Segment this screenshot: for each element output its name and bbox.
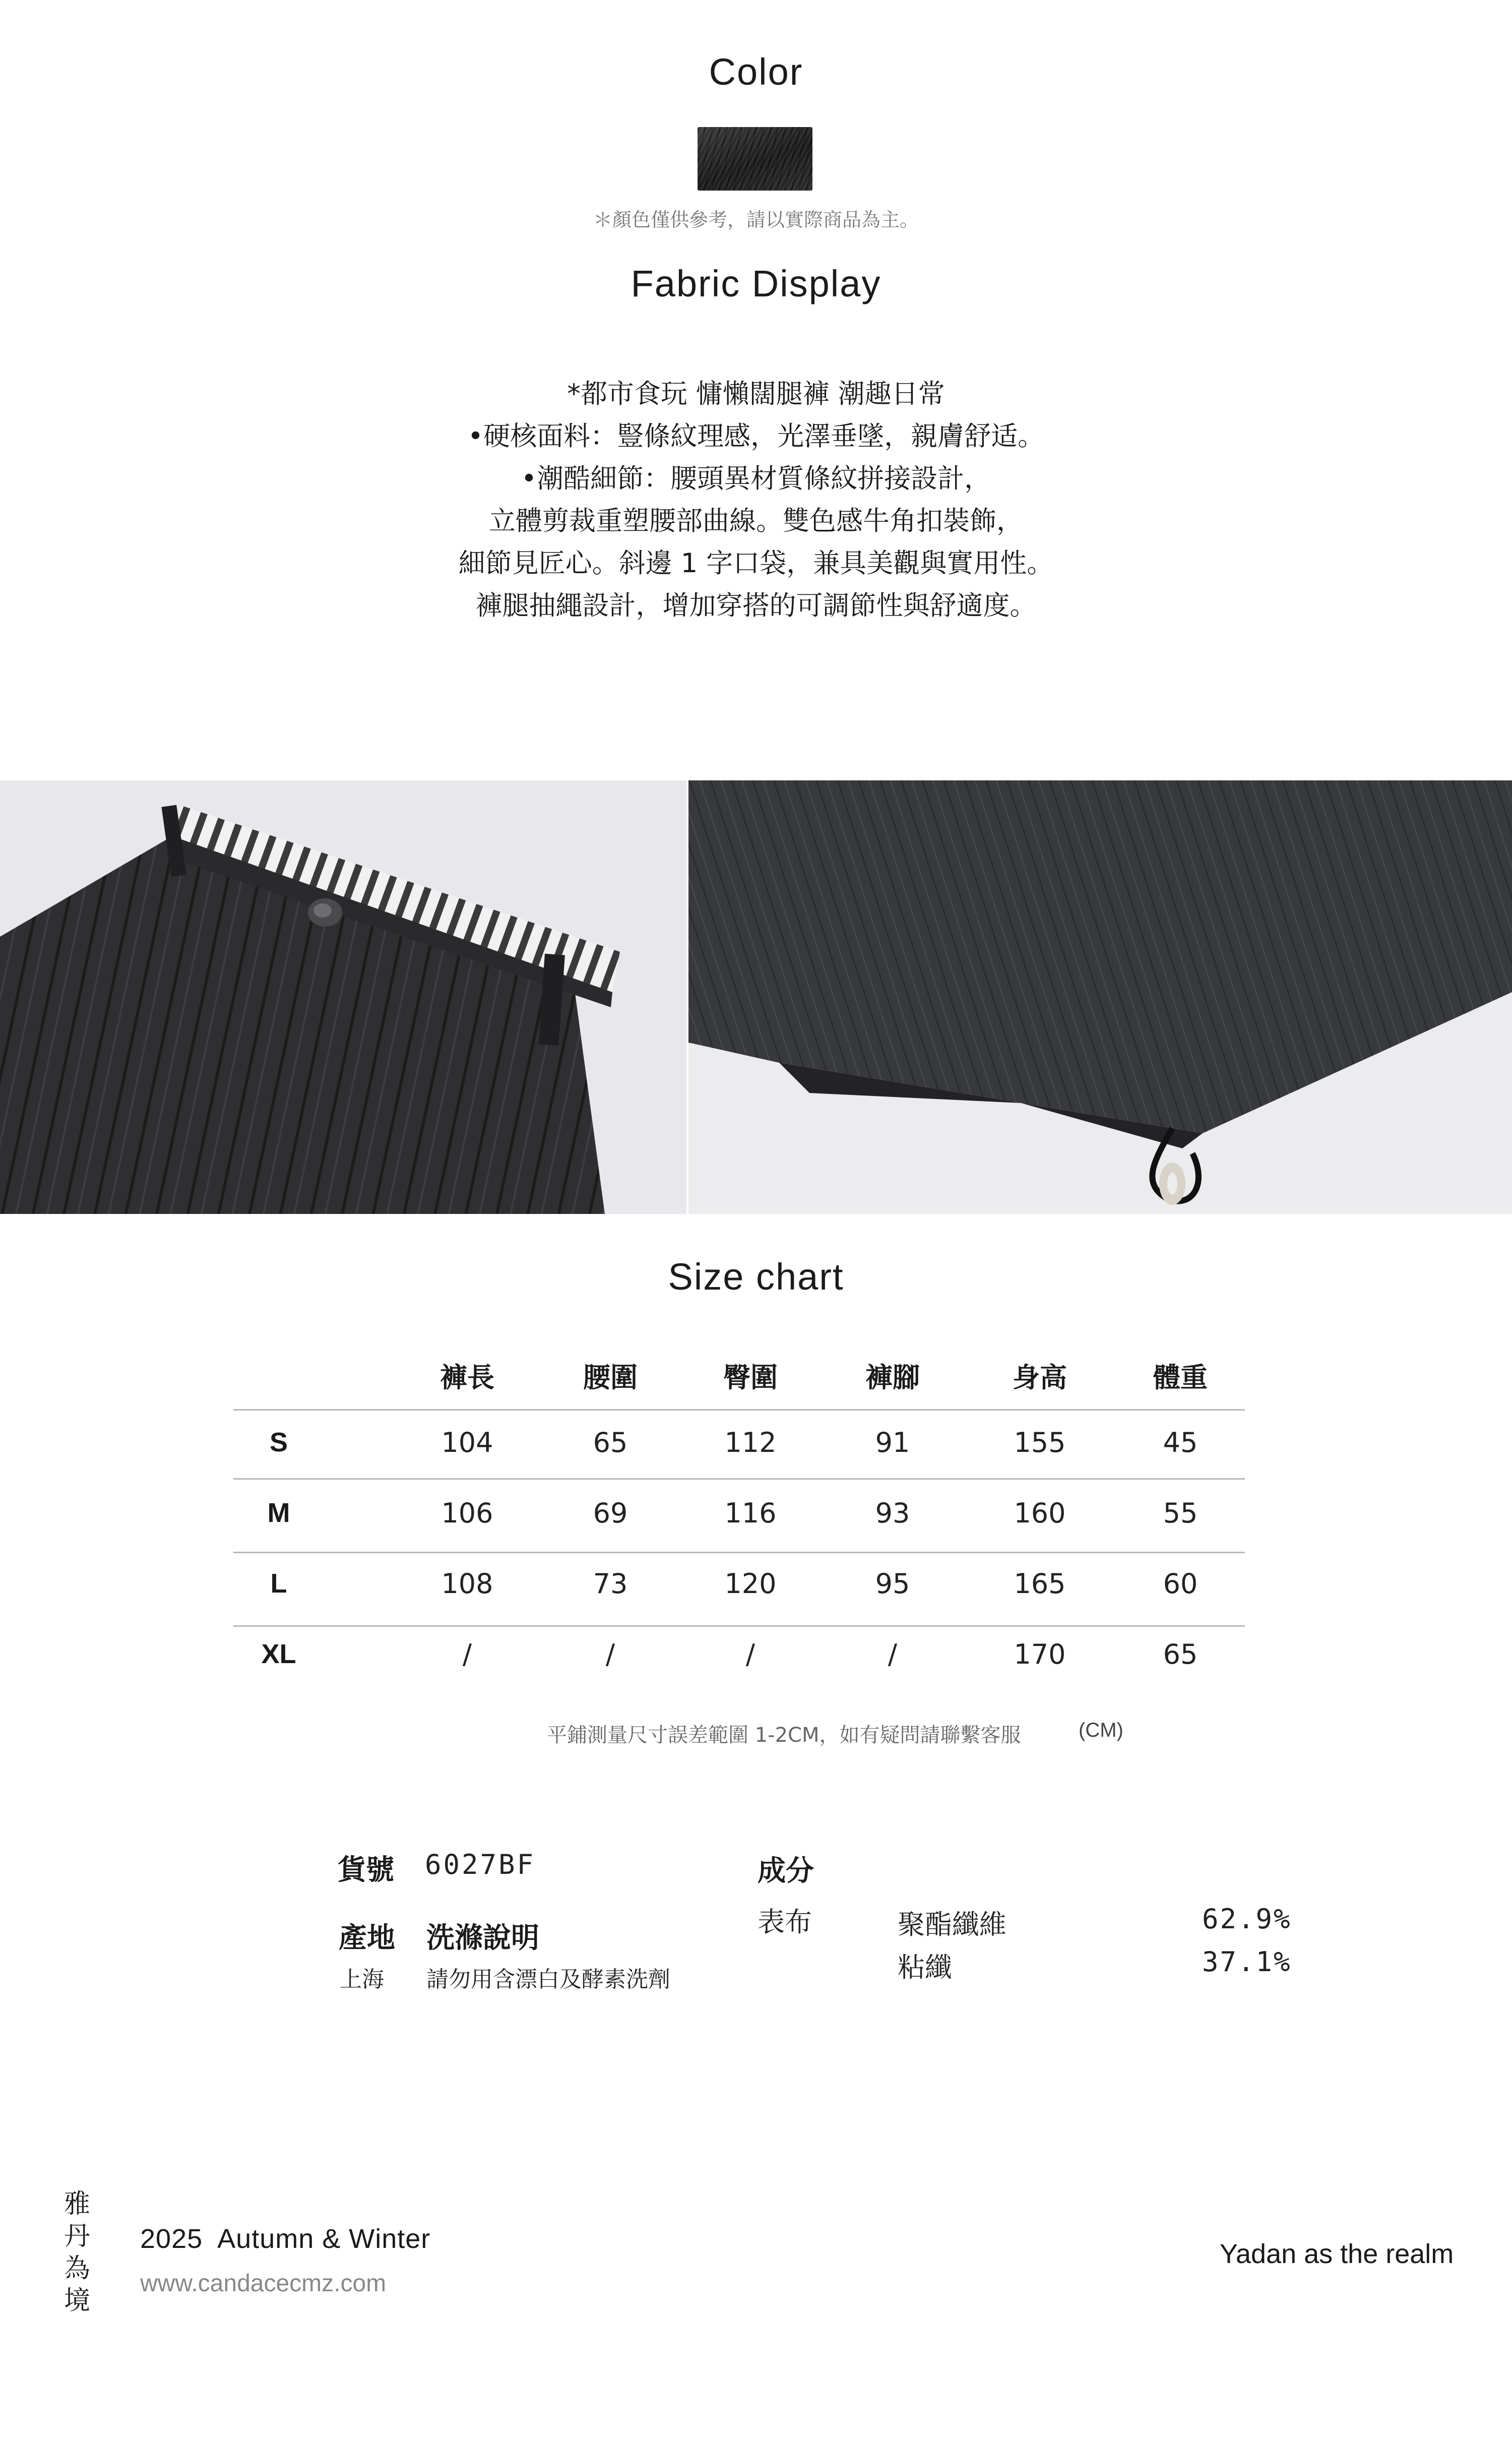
col-header-waist: 腰圍 <box>583 1362 638 1393</box>
size-label: M <box>267 1498 290 1528</box>
table-cell: 120 <box>724 1568 777 1600</box>
wash-value: 請勿用含漂白及酵素洗劑 <box>426 1967 670 1992</box>
table-cell: 45 <box>1163 1427 1198 1458</box>
wash-label: 洗滌說明 <box>426 1922 539 1955</box>
fabric-part-label: 表布 <box>758 1906 812 1938</box>
table-cell: 165 <box>1014 1568 1066 1600</box>
size-label: S <box>269 1427 288 1457</box>
table-divider <box>233 1552 1245 1553</box>
table-cell: 170 <box>1014 1638 1066 1670</box>
description-line: 細節見匠心。斜邊 1 字口袋，兼具美觀與實用性。 <box>458 548 1054 579</box>
description-line: 褲腿抽繩設計，增加穿搭的可調節性與舒適度。 <box>475 590 1037 621</box>
table-cell: 55 <box>1163 1497 1198 1529</box>
size-label: L <box>270 1568 287 1599</box>
table-cell: / <box>462 1638 472 1670</box>
brand-char: 雅 <box>64 2189 90 2219</box>
season-label: 2025 Autumn & Winter <box>140 2224 431 2254</box>
material-percent: 62.9% <box>1202 1903 1292 1935</box>
col-header-height: 身高 <box>1013 1362 1067 1393</box>
table-divider <box>233 1478 1245 1480</box>
col-header-weight: 體重 <box>1153 1362 1208 1393</box>
table-cell: 91 <box>875 1427 910 1458</box>
drawstring-hem-photo <box>688 780 1512 1214</box>
item-no-label: 貨號 <box>338 1854 394 1886</box>
measurement-note: 平鋪測量尺寸誤差範圍 1-2CM，如有疑問請聯繫客服 <box>547 1724 1021 1747</box>
table-cell: 104 <box>441 1427 493 1458</box>
waistband-detail-photo <box>0 780 686 1214</box>
table-cell: 108 <box>441 1568 493 1600</box>
table-cell: 95 <box>875 1568 910 1600</box>
table-cell: 160 <box>1014 1497 1066 1529</box>
col-header-hem: 褲腳 <box>865 1362 920 1393</box>
material-percent: 37.1% <box>1202 1946 1292 1978</box>
description-line: *都市食玩 慵懶闊腿褲 潮趣日常 <box>567 379 945 409</box>
material-name: 聚酯纖維 <box>898 1909 1006 1940</box>
brand-char: 丹 <box>64 2221 90 2251</box>
material-name: 粘纖 <box>898 1951 952 1983</box>
website-link[interactable]: www.candacecmz.com <box>140 2270 387 2297</box>
table-cell: 69 <box>593 1497 628 1529</box>
description-line: 立體剪裁重塑腰部曲線。雙色感牛角扣裝飾， <box>489 506 1023 536</box>
table-cell: 93 <box>875 1497 910 1529</box>
table-cell: 65 <box>593 1427 628 1458</box>
brand-vertical <box>59 2188 95 2317</box>
table-cell: 116 <box>724 1497 777 1529</box>
description-line: •潮酷細節：腰頭異材質條紋拼接設計， <box>521 463 991 494</box>
table-divider <box>233 1625 1245 1627</box>
table-cell: 155 <box>1014 1427 1066 1458</box>
size-chart-heading: Size chart <box>668 1256 844 1298</box>
table-cell: 112 <box>724 1427 777 1458</box>
size-label: XL <box>261 1639 296 1669</box>
description-line: •硬核面料：豎條紋理感，光澤垂墜，親膚舒适。 <box>467 421 1045 452</box>
item-no-value: 6027BF <box>425 1849 536 1880</box>
tagline: Yadan as the realm <box>1220 2239 1454 2269</box>
table-cell: / <box>605 1638 615 1670</box>
table-cell: 106 <box>441 1497 493 1529</box>
col-header-length: 褲長 <box>440 1362 494 1393</box>
origin-label: 產地 <box>339 1922 395 1955</box>
origin-value: 上海 <box>340 1967 384 1992</box>
table-cell: 60 <box>1163 1568 1198 1600</box>
composition-label: 成分 <box>758 1855 814 1887</box>
color-swatch-black[interactable] <box>698 127 812 191</box>
table-divider <box>233 1409 1245 1411</box>
color-note: ＊顏色僅供參考，請以實際商品為主。 <box>593 209 919 231</box>
fabric-description <box>0 373 1512 627</box>
col-header-hip: 臀圍 <box>723 1362 778 1393</box>
color-heading: Color <box>709 51 803 93</box>
brand-char: 為 <box>64 2253 90 2284</box>
table-cell: / <box>745 1638 755 1670</box>
table-cell: 73 <box>593 1568 628 1600</box>
table-cell: / <box>888 1638 898 1670</box>
fabric-display-heading: Fabric Display <box>631 263 881 304</box>
unit-label: (CM) <box>1079 1719 1123 1741</box>
table-cell: 65 <box>1163 1638 1198 1670</box>
brand-char: 境 <box>64 2286 90 2316</box>
